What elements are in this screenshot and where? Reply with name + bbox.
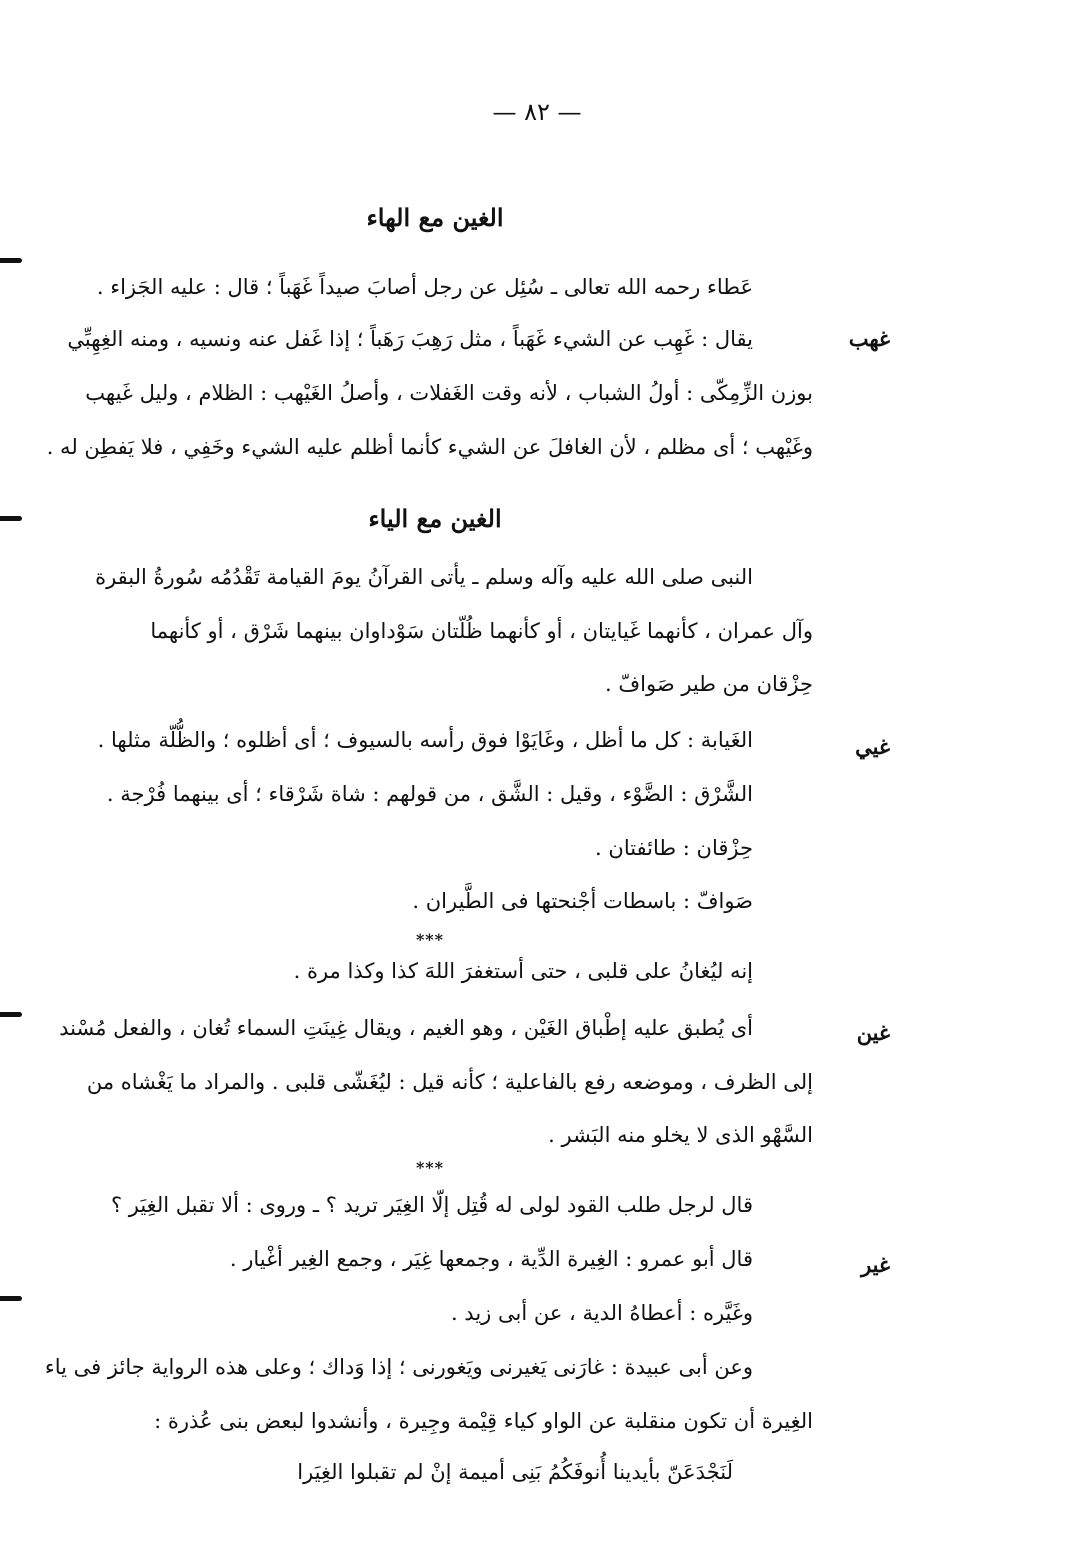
section-heading-ghayn-ha: الغين مع الهاء <box>366 203 504 232</box>
margin-word-ghahab: غهب <box>848 326 890 351</box>
margin-word-ghayn: غين <box>856 1020 890 1045</box>
text-line-14: إلى الظرف ، وموضعه رفع بالفاعلية ؛ كأنه قيل : ليُغَشّى قلبى . والمراد ما يَغْشاه من <box>86 1070 813 1094</box>
section-heading-ghayn-ya: الغين مع الياء <box>368 504 502 533</box>
text-line-10: حِزْقان : طائفتان . <box>595 836 753 860</box>
scan-edge-mark <box>0 1012 22 1017</box>
scan-edge-mark <box>0 516 22 521</box>
scan-edge-mark <box>0 1296 22 1301</box>
margin-word-ghay: غيي <box>855 734 890 759</box>
text-line-9: الشَّرْق : الضَّوْء ، وقيل : الشَّق ، من قولهم : شاة شَرْقاء ؛ أى بينهما فُرْجة . <box>106 782 753 806</box>
text-line-3: بوزن الزِّمِكّى : أولُ الشباب ، لأنه وقت الغَفلات ، وأصلُ الغَيْهب : الظلام ، وليل غَيهب <box>85 381 813 405</box>
text-line-7: حِزْقان من طير صَوافّ . <box>605 672 813 696</box>
text-line-2: يقال : غَهِب عن الشيء غَهَباً ، مثل رَهِبَ رَهَباً ؛ إذا غَفل عنه ونسيه ، ومنه الغِهِبِّي <box>67 327 753 351</box>
text-line-18: وغَيَّره : أعطاهُ الدية ، عن أبى زيد . <box>450 1301 753 1325</box>
text-line-5: النبى صلى الله عليه وآله وسلم ـ يأتى القرآنُ يومَ القيامة تَقْدُمُه سُورةُ البقرة <box>95 565 753 589</box>
page-number: — ٨٢ — <box>492 98 582 126</box>
text-line-11: صَوافّ : باسطات أجْنحتها فى الطَّيران . <box>412 889 753 913</box>
separator-stars-1: *** <box>415 930 445 949</box>
text-line-19: وعن أبى عبيدة : غارَنى يَغيرنى ويَغورنى ؛ إذا وَداك ؛ وعلى هذه الرواية جائز فى ياء <box>44 1355 753 1379</box>
text-line-6: وآل عمران ، كأنهما غَيايتان ، أو كأنهما ظُلّتان سَوْداوان بينهما شَرْق ، أو كأنهما <box>150 619 813 643</box>
text-line-1: عَطاء رحمه الله تعالى ـ سُئِل عن رجل أصابَ صيداً غَهَباً ؛ قال : عليه الجَزاء . <box>96 275 753 299</box>
scan-edge-mark <box>0 258 22 263</box>
text-line-16: قال لرجل طلب القود لولى له قُتِل إلّا الغِيَر تريد ؟ ـ وروى : ألا تقبل الغِيَر ؟ <box>110 1193 753 1217</box>
text-line-4: وغَيْهب ؛ أى مظلم ، لأن الغافلَ عن الشيء كأنما أظلم عليه الشيء وخَفِي ، فلا يَفطِن له . <box>46 435 813 459</box>
verse-line: لَنَجْدَعَنّ بأيدينا أُنوفَكُمُ بَنِى أميمة إنْ لم تقبلوا الغِيَرا <box>297 1460 733 1484</box>
text-line-12: إنه ليُغانُ على قلبى ، حتى أستغفرَ اللهَ كذا وكذا مرة . <box>293 959 753 983</box>
text-line-8: الغَيابة : كل ما أظل ، وغَايَوْا فوق رأسه بالسيوف ؛ أى أظلوه ؛ والظُّلّة مثلها . <box>97 728 753 752</box>
text-line-13: أى يُطبق عليه إطْباق الغَيْن ، وهو الغيم ، ويقال غِينَتِ السماء تُغان ، والفعل مُسْند <box>59 1016 753 1040</box>
separator-stars-2: *** <box>415 1158 445 1177</box>
text-line-17: قال أبو عمرو : الغِيرة الدِّية ، وجمعها غِيَر ، وجمع الغِير أغْيار . <box>229 1247 753 1271</box>
text-line-20: الغِيرة أن تكون منقلبة عن الواو كياء قِيْمة وجِيرة ، وأنشدوا لبعض بنى عُذرة : <box>154 1409 813 1433</box>
text-line-15: السَّهْو الذى لا يخلو منه البَشر . <box>548 1123 813 1147</box>
margin-word-ghayr: غير <box>861 1252 890 1277</box>
